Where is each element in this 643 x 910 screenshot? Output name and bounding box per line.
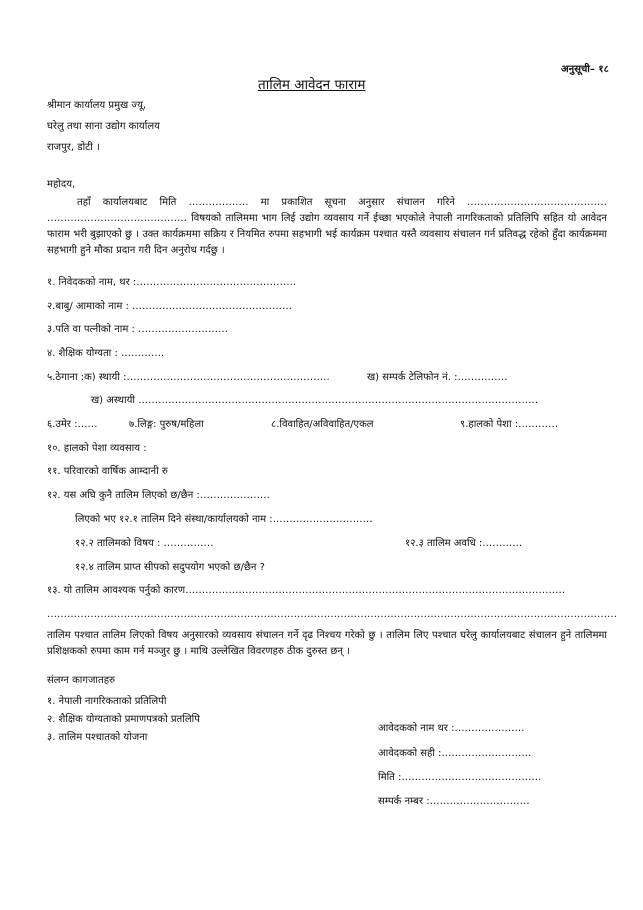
field-age: ६.उमेर :…… [47, 419, 98, 430]
attachments-heading: संलग्न कागजातहरु [47, 675, 115, 686]
annex-label: अनुसूची– १८ [561, 64, 609, 75]
address-line-3: राजपुर, डोटी । [47, 142, 100, 153]
attachment-item: १. नेपाली नागरिकताको प्रतिलिपी [47, 696, 167, 707]
field-phone: ख) सम्पर्क टेलिफोन नं. :…………… [367, 372, 508, 383]
intro-paragraph: तहाँ कार्यालयबाट मिति ……………… मा प्रकाशित सूचना अनुसार संचालन गरिने …………………………………… …………………………………… विषयको तालिममा भाग लिई उद्योग व्यवसाय गर्ने ईच्छा भएकोले नेपाली नागरिकताको प्रतिलिपि सहित यो आवेदन फाराम भरी बुझाएको छु । उक्त कार्यक्रममा सक्रिय र नियमित रुपमा सहभागी भई कार्यक्रम पश्चात यस्तै व्यवसाय संचालन गर्न प्रतिवद्ध रहेको हुँदा कार्यक्रममा सहभागी हुने मौका प्रदान गरी दिन अनुरोध गर्दछु । [47, 197, 607, 256]
field-training-institution: लिएको भए १२.१ तालिम दिने संस्था/कार्यालयको नाम :………………………… [75, 514, 373, 525]
field-training-reason-continued: ……………………………………………………………………………………………………………………………………………………… [47, 609, 617, 620]
field-occupation: ९.हालको पेशा :………… [460, 419, 559, 430]
signature-contact-number: सम्पर्क नम्बर :………………………… [378, 796, 530, 807]
field-annual-income: ११. परिवारको वार्षिक आम्दानी रु [47, 466, 168, 477]
salutation: महोदय, [47, 179, 76, 190]
field-training-reason: १३. यो तालिम आवश्यक पर्नुको कारण…………………………………………………………………………………………………… [47, 585, 566, 596]
field-marital-status: ८.विवाहित/अविवाहित/एकल [271, 419, 374, 430]
field-training-subject: १२.२ तालिमको विषय : …………… [75, 538, 214, 549]
signature-date: मिति :…………………………………… [378, 772, 542, 783]
address-line-2: घरेलु तथा साना उद्योग कार्यालय [47, 121, 160, 132]
signature-applicant-name: आवेदकको नाम थर :………………… [378, 723, 525, 734]
field-training-duration: १२.३ तालिम अवधि :………… [405, 538, 523, 549]
attachment-item: २. शैक्षिक योग्यताको प्रमाणपत्रको प्रतलिपि [47, 714, 200, 725]
field-current-business: १०. हालको पेशा व्यवसाय : [47, 443, 147, 454]
field-education: ४. शैक्षिक योग्यता : …………. [47, 348, 165, 359]
field-parent-name: २.बाबु/ आमाको नाम : ………………………………………… [47, 301, 293, 312]
field-skill-utilization: १२.४ तालिम प्राप्त सीपको सदुपयोग भएको छ/छैन ? [75, 562, 265, 573]
attachment-item: ३. तालिम पश्चातको योजना [47, 732, 148, 743]
field-permanent-address: ५.ठेगाना :क) स्थायी :……………………………………………………. [47, 372, 330, 383]
field-temporary-address: ख) अस्थायी ………………………………………………………………………………………………………… [91, 395, 539, 406]
signature-applicant-signature: आवेदकको सही :……………………… [378, 748, 532, 759]
field-previous-training: १२. यस अघि कुनै तालिम लिएको छ/छैन :………………… [47, 490, 270, 501]
field-gender: ७.लिङ्ग: पुरुष/महिला [129, 419, 204, 430]
declaration-paragraph: तालिम पश्चात तालिम लिएको विषय अनुसारको व्यवसाय संचालन गर्ने दृढ निश्चय गरेको छु । तालिम लिए पश्चात घरेलु कार्यालयबाट संचालन हुने तालिममा प्रशिक्षकको रुपमा काम गर्न मञ्जुर छु । माथि उल्लेखित विवरणहरु ठीक दुरुस्त छन् । [47, 630, 607, 657]
address-line-1: श्रीमान कार्यालय प्रमुख ज्यू, [47, 100, 147, 111]
field-spouse-name: ३.पति वा पत्नीको नाम : ……………………… [47, 324, 229, 335]
field-applicant-name: १. निवेदकको नाम, थर :………………………………………… [47, 277, 297, 288]
form-title: तालिम आवेदन फाराम [258, 77, 366, 93]
